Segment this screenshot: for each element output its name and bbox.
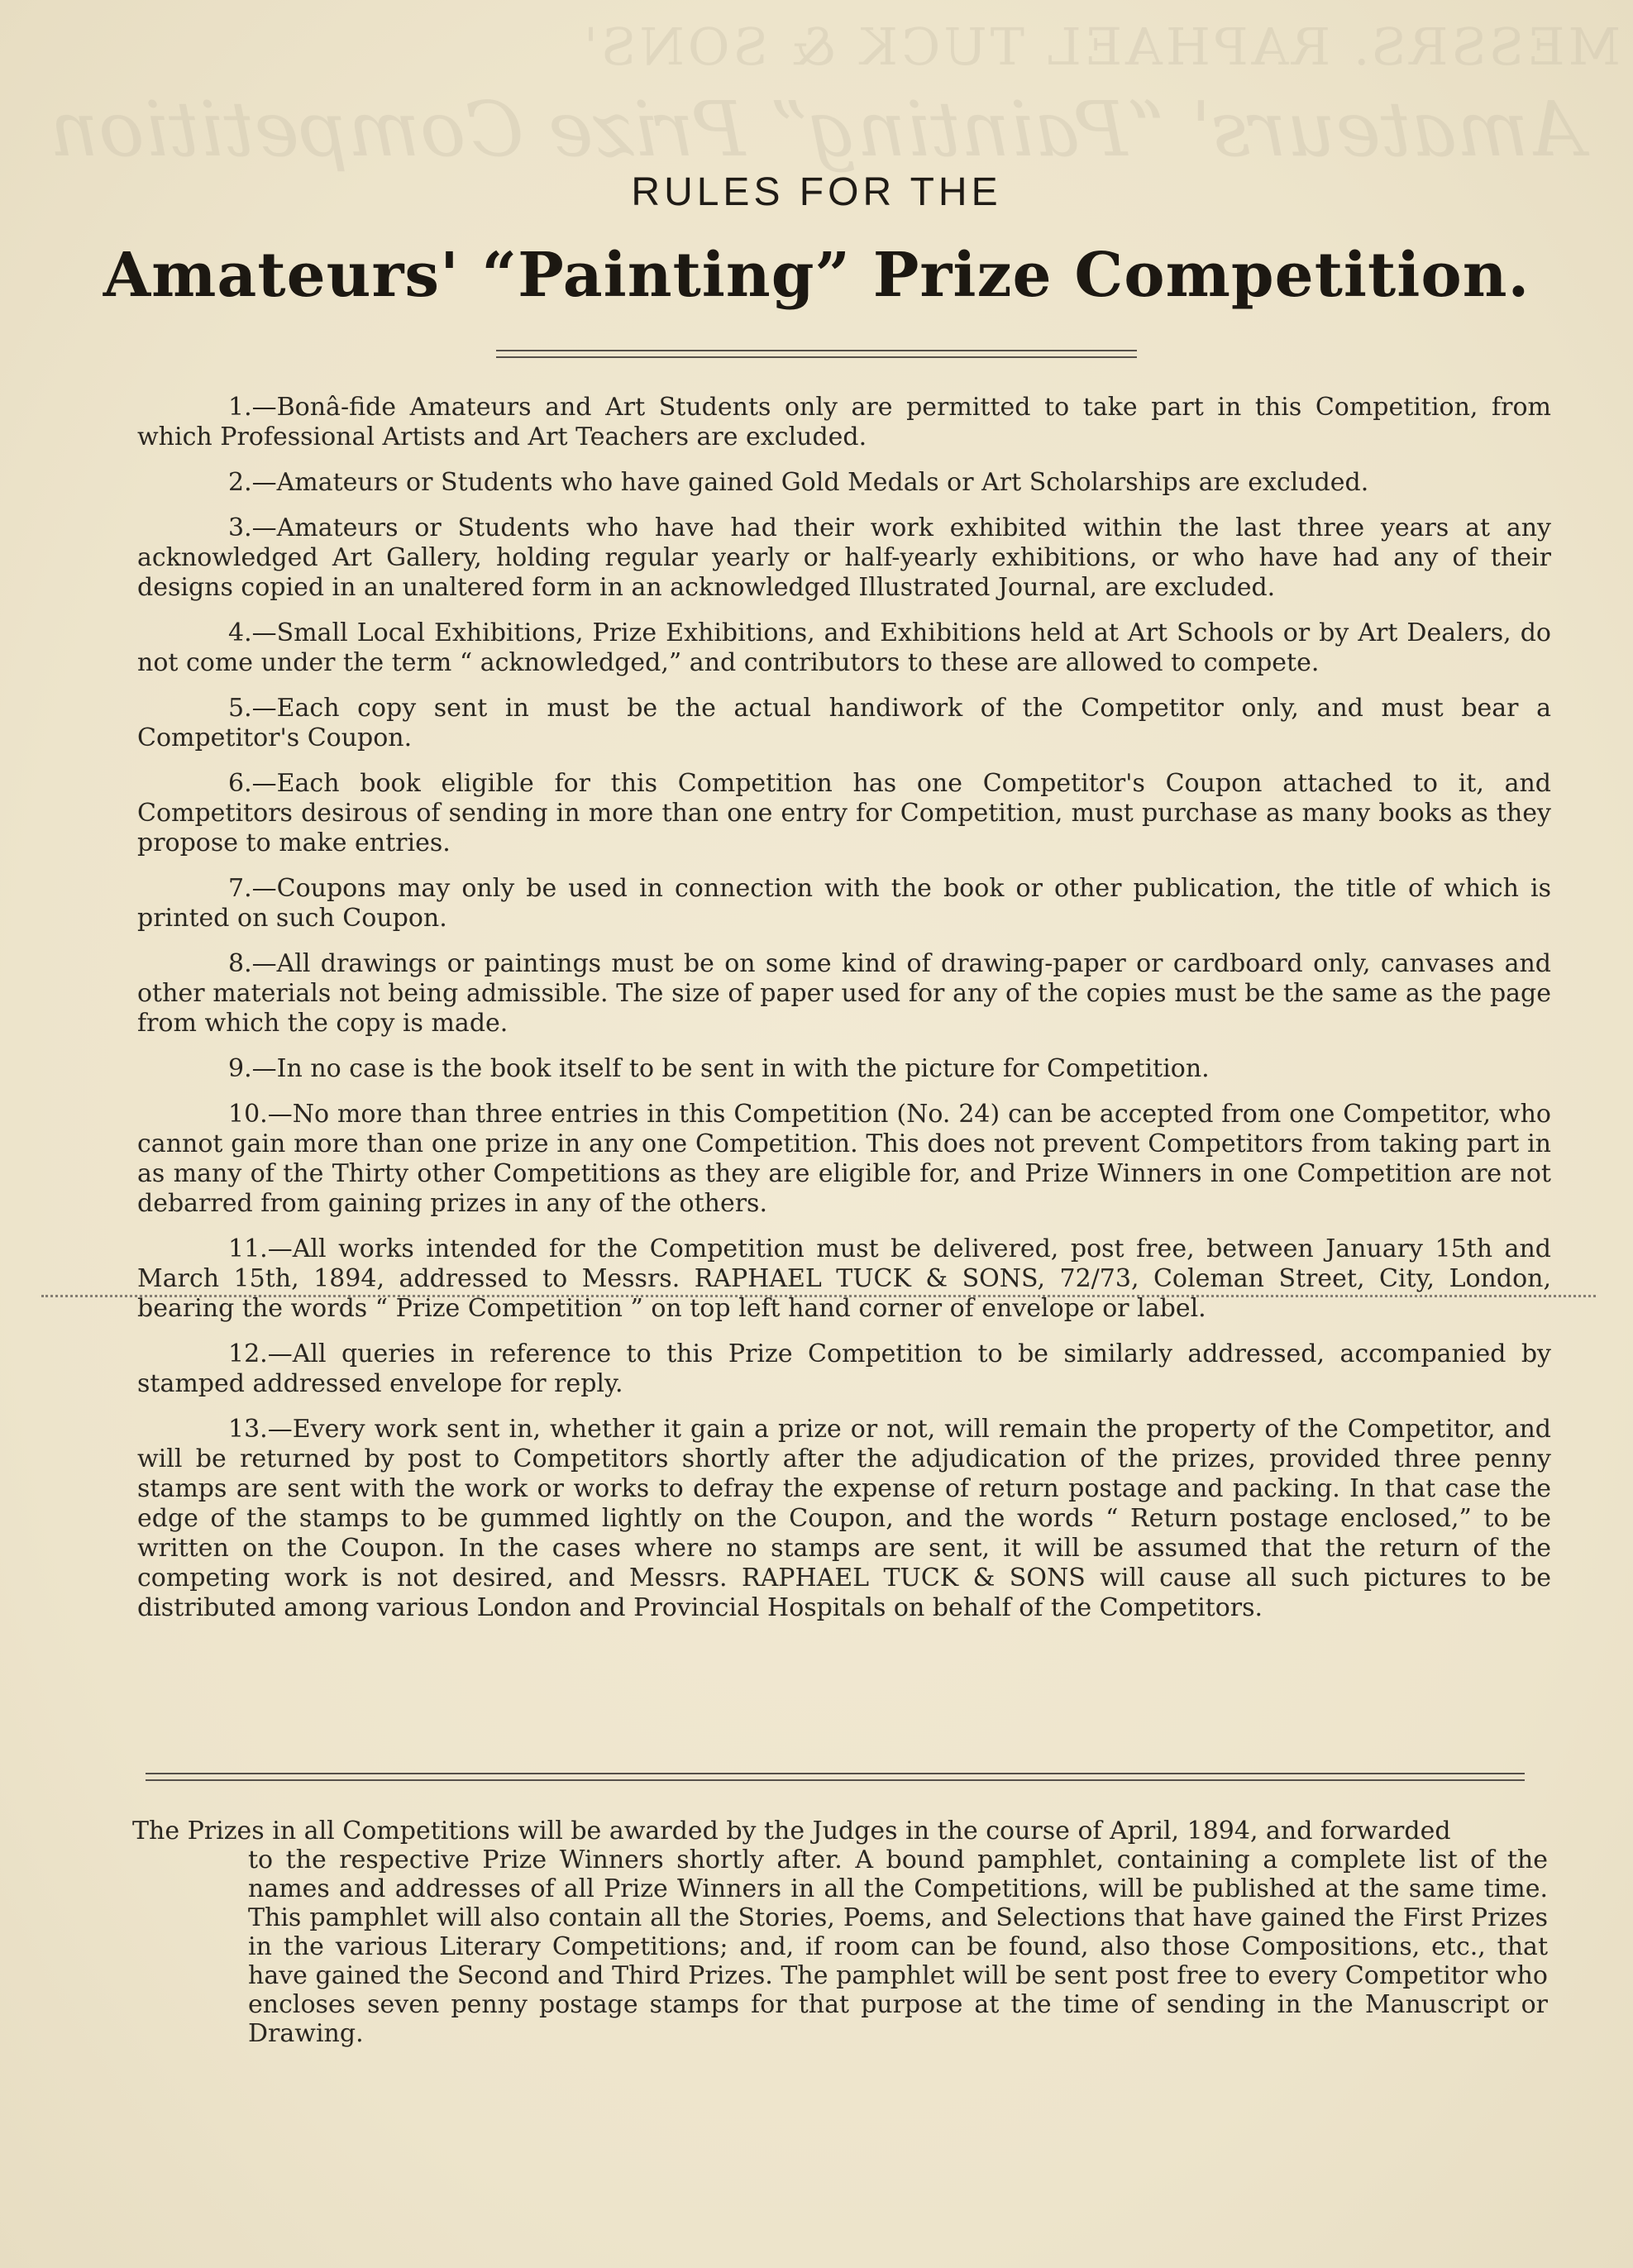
rule-item-10	[137, 1100, 1551, 1219]
rule-item-3	[137, 513, 1551, 603]
rule-text: —In no case is the book itself to be sent in with the picture for Competition.	[251, 1054, 1210, 1083]
rule-number: 13.	[228, 1415, 268, 1444]
rule-text: —Bonâ-fide Amateurs and Art Students only are permitted to take part in this Competition, from which Professional Artists and Art Teachers are excluded.	[137, 393, 1551, 451]
footer-body: to the respective Prize Winners shortly after. A bound pamphlet, containing a complete list of the names and addresses of all Prize Winners in all the Competitions, will be published at the same time. This pamphlet will also contain all the Stories, Poems, and Selections that have gained the First Prizes in the various Literary Competitions; and, if room can be found, also those Compositions, etc., that have gained the Second and Third Prizes. The pamphlet will be sent post free to every Competitor who encloses seven penny postage stamps for that purpose at the time of sending in the Manuscript or Drawing.	[248, 1845, 1548, 2048]
rule-number: 10.	[228, 1100, 268, 1129]
rule-number: 11.	[228, 1234, 268, 1263]
rule-item-4	[137, 618, 1551, 678]
rule-number: 12.	[228, 1339, 268, 1368]
rule-item-5	[137, 694, 1551, 753]
rule-number: 5.	[228, 694, 252, 723]
heading-title: Amateurs' “Painting” Prize Competition.	[103, 240, 1530, 311]
rule-number: 4.	[228, 618, 252, 647]
rule-item-11	[137, 1234, 1551, 1324]
rule-item-9	[137, 1054, 1551, 1084]
rule-item-6	[137, 769, 1551, 858]
rule-item-7	[137, 874, 1551, 933]
rule-number: 3.	[228, 513, 252, 542]
rule-text: —All drawings or paintings must be on some kind of drawing-paper or cardboard only, canvases and other materials not being admissible. The size of paper used for any of the copies must be the same as the page from which the copy is made.	[137, 949, 1551, 1038]
rule-text: —Amateurs or Students who have gained Gold Medals or Art Scholarships are excluded.	[251, 468, 1369, 497]
dotted-perforation-line	[41, 1295, 1596, 1297]
rule-text: —All queries in reference to this Prize Competition to be similarly addressed, accompanied by stamped addressed envelope for reply.	[137, 1339, 1551, 1398]
prizes-footer-note	[132, 1817, 1548, 2048]
footer-first-line: The Prizes in all Competitions will be awarded by the Judges in the course of April, 1894, and forwarded	[132, 1817, 1451, 1845]
rule-text: —No more than three entries in this Competition (No. 24) can be accepted from one Competitor, who cannot gain more than one prize in any one Competition. This does not prevent Competitors from taking part in as many of the Thirty other Competitions as they are eligible for, and Prize Winners in one Competition are not debarred from gaining prizes in any of the others.	[137, 1100, 1551, 1218]
rule-item-8	[137, 949, 1551, 1039]
show-through-bleed: MESSRS. RAPHAEL TUCK & SONS' Amateurs' “Painting” Prize Competition	[50, 17, 1621, 174]
rule-text: —All works intended for the Competition must be delivered, post free, between January 15th and March 15th, 1894, addressed to Messrs. RAPHAEL TUCK & SONS, 72/73, Coleman Street, City, London, bearing the words “ Prize Competition ” on top left hand corner of envelope or label.	[137, 1234, 1551, 1323]
rule-text: —Each copy sent in must be the actual handiwork of the Competitor only, and must bear a Competitor's Coupon.	[137, 694, 1551, 752]
rule-number: 1.	[228, 393, 252, 422]
rule-item-1	[137, 393, 1551, 452]
rule-item-12	[137, 1339, 1551, 1399]
rule-text: —Every work sent in, whether it gain a prize or not, will remain the property of the Competitor, and will be returned by post to Competitors shortly after the adjudication of the prizes, provided three penny stamps are sent with the work or works to defray the expense of return postage and packing. In that case the edge of the stamps to be gummed lightly on the Coupon, and the words “ Return postage enclosed,” to be written on the Coupon. In the cases where no stamps are sent, it will be assumed that the return of the competing work is not desired, and Messrs. RAPHAEL TUCK & SONS will cause all such pictures to be distributed among various London and Provincial Hospitals on behalf of the Competitors.	[137, 1415, 1551, 1622]
rule-text: —Amateurs or Students who have had their work exhibited within the last three years at any acknowledged Art Gallery, holding regular yearly or half-yearly exhibitions, or who have had any of their designs copied in an unaltered form in an acknowledged Illustrated Journal, are excluded.	[137, 513, 1551, 602]
rule-number: 9.	[228, 1054, 252, 1083]
heading-rules-for-the: RULES FOR THE	[631, 170, 1002, 214]
rule-text: —Small Local Exhibitions, Prize Exhibitions, and Exhibitions held at Art Schools or by Art Dealers, do not come under the term “ acknowledged,” and contributors to these are allowed to compete.	[137, 618, 1551, 677]
bottom-double-rule	[146, 1773, 1525, 1781]
rule-number: 6.	[228, 769, 252, 798]
rule-number: 7.	[228, 874, 252, 903]
rule-number: 8.	[228, 949, 252, 978]
rule-text: —Coupons may only be used in connection with the book or other publication, the title of which is printed on such Coupon.	[137, 874, 1551, 933]
rule-item-2	[137, 468, 1551, 498]
top-double-rule	[496, 350, 1137, 358]
rule-item-13	[137, 1415, 1551, 1623]
rule-text: —Each book eligible for this Competition has one Competitor's Coupon attached to it, and Competitors desirous of sending in more than one entry for Competition, must purchase as many books as they propose to make entries.	[137, 769, 1551, 857]
rules-list	[137, 393, 1551, 1639]
rule-number: 2.	[228, 468, 252, 497]
